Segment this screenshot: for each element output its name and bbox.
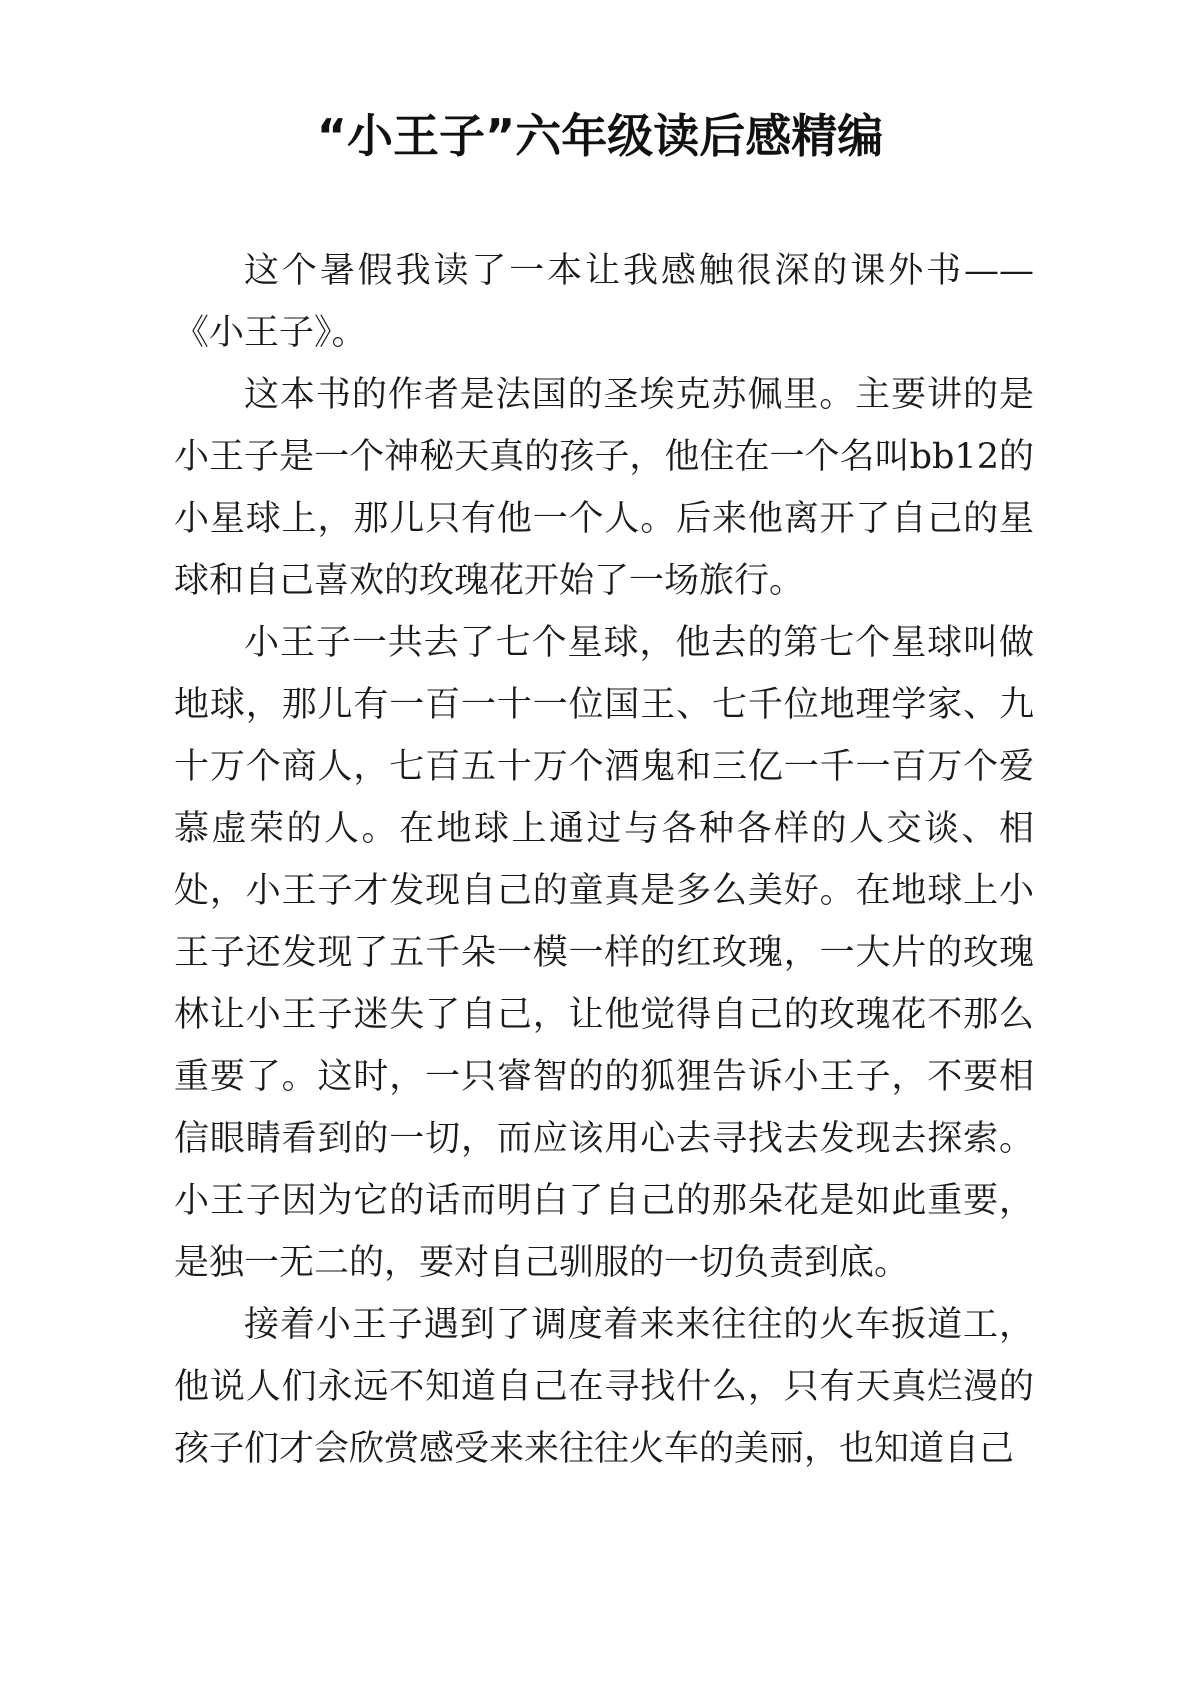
document-title: “小王子”六年级读后感精编 [316,109,884,163]
paragraph: 接着小王子遇到了调度着来来往往的火车扳道工，他说人们永远不知道自己在寻找什么，只有天真烂漫的孩子们才会欣赏感受来来往往火车的美丽，也知道自己 [174,1305,1034,1469]
paragraph: 这本书的作者是法国的圣埃克苏佩里。主要讲的是小王子是一个神秘天真的孩子，他住在一个名叫bb12的小星球上，那儿只有他一个人。后来他离开了自己的星球和自己喜欢的玫瑰花开始了一场旅行。 [174,375,1034,601]
document-body [174,240,1034,1480]
paragraph: 小王子一共去了七个星球，他去的第七个星球叫做地球，那儿有一百一十一位国王、七千位地理学家、九十万个商人，七百五十万个酒鬼和三亿一千一百万个爱慕虚荣的人。在地球上通过与各种各样的人交谈、相处，小王子才发现自己的童真是多么美好。在地球上小王子还发现了五千朵一模一样的红玫瑰，一大片的玫瑰林让小王子迷失了自己，让他觉得自己的玫瑰花不那么重要了。这时，一只睿智的的狐狸告诉小王子，不要相信眼睛看到的一切，而应该用心去寻找去发现去探索。小王子因为它的话而明白了自己的那朵花是如此重要，是独一无二的，要对自己驯服的一切负责到底。 [174,623,1034,1283]
paragraph: 这个暑假我读了一本让我感触很深的课外书——《小王子》。 [174,251,1034,353]
